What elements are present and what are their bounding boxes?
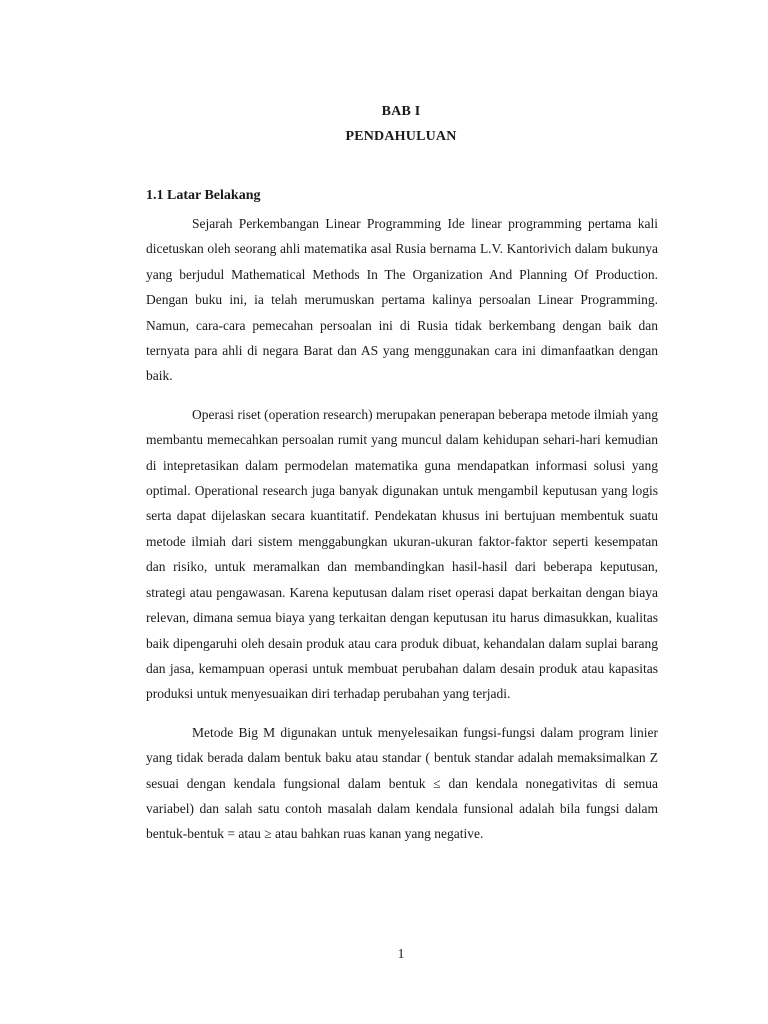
chapter-title: PENDAHULUAN <box>345 129 457 144</box>
chapter-number: BAB I <box>381 104 421 119</box>
page-number: 1 <box>397 946 405 961</box>
paragraph-big-m-method: Metode Big M digunakan untuk menyelesaikan fungsi-fungsi dalam program linier yang tidak berada dalam bentuk baku atau standar ( bentuk standar adalah memaksimalkan Z sesuai dengan kendala fungsional dalam bentuk ≤ dan kendala nonegativitas di semua variabel) dan salah satu contoh masalah dalam kendala funsional adalah bila fungsi dalam bentuk-bentuk = atau ≥ atau bahkan ruas kanan yang negative. <box>146 724 658 842</box>
paragraph-linear-programming-history: Sejarah Perkembangan Linear Programming Ide linear programming pertama kali dicetuskan oleh seorang ahli matematika asal Rusia bernama L.V. Kantorivich dalam bukunya yang berjudul Mathematical Methods In The Organization And Planning Of Production. Dengan buku ini, ia telah merumuskan pertama kalinya persoalan Linear Programming. Namun, cara-cara pemecahan persoalan ini di Rusia tidak berkembang dengan baik dan ternyata para ahli di negara Barat dan AS yang menggunakan cara ini dimanfaatkan dengan baik. <box>146 216 658 384</box>
body-text <box>146 211 658 860</box>
section-heading: 1.1 Latar Belakang <box>146 188 261 203</box>
paragraph-operation-research: Operasi riset (operation research) merupakan penerapan beberapa metode ilmiah yang membantu memecahkan persoalan rumit yang muncul dalam kehidupan sehari-hari kemudian di intepretasikan dalam permodelan matematika guna mendapatkan informasi solusi yang optimal. Operational research juga banyak digunakan untuk mengambil keputusan yang logis serta dapat dijelaskan secara kuantitatif. Pendekatan khusus ini bertujuan membentuk suatu metode ilmiah dari sistem menggabungkan ukuran-ukuran faktor-faktor seperti kesempatan dan risiko, untuk meramalkan dan membandingkan hasil-hasil dari beberapa keputusan, strategi atau pengawasan. Karena keputusan dalam riset operasi dapat berkaitan dengan biaya relevan, dimana semua biaya yang terkaitan dengan keputusan itu harus dimasukkan, kualitas baik dipengaruhi oleh desain produk atau cara produk dibuat, kehandalan dalam suplai barang dan jasa, kemampuan operasi untuk membuat perubahan dalam desain produk atau kapasitas produksi untuk menyesuaikan diri terhadap perubahan yang terjadi. <box>146 406 658 702</box>
